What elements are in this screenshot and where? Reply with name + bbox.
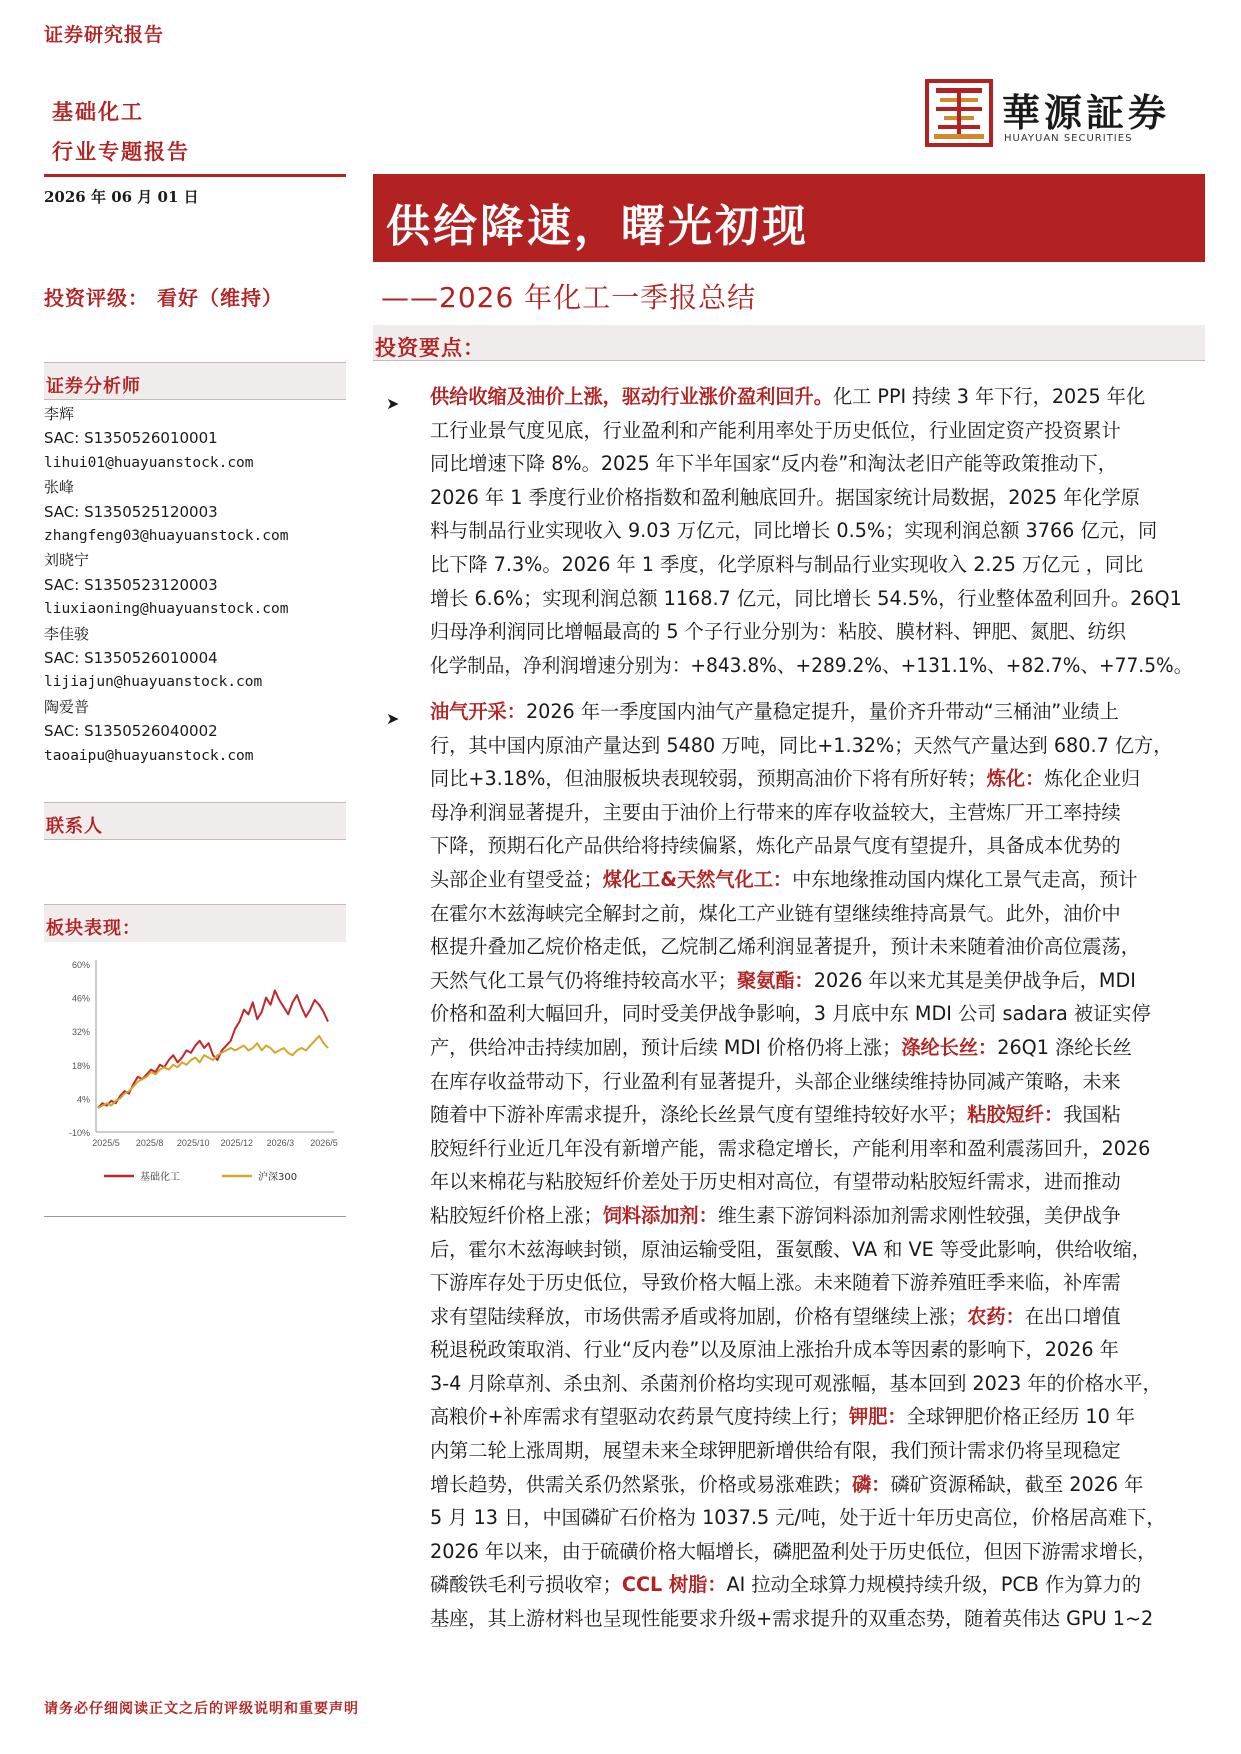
text-line — [430, 582, 1192, 616]
body-text: 增长趋势，供需关系仍然紧张，价格或易涨难跌； — [430, 1472, 853, 1496]
text-line — [430, 481, 1192, 515]
body-text: 2026 年以来，由于硫磺价格大幅增长，磷肥盈利处于历史低位，但因下游需求增长， — [430, 1539, 1157, 1563]
analyst-email[interactable]: zhangfeng03@huayuanstock.com — [44, 528, 289, 545]
sector-performance-chart — [44, 948, 346, 1216]
highlight-keyword: 磷： — [852, 1472, 891, 1496]
body-text: 磷酸铁毛利亏损收窄； — [430, 1573, 622, 1597]
analysts-divider — [44, 399, 346, 400]
analyst-sac: SAC: S1350526010004 — [44, 649, 218, 668]
text-line — [430, 695, 1192, 729]
body-text: 内第二轮上涨周期，展望未来全球钾肥新增供给有限，我们预计需求仍将呈现稳定 — [430, 1439, 1121, 1463]
x-tick-label: 2025/8 — [135, 1138, 164, 1148]
highlight-keyword: 涤纶长丝： — [901, 1035, 998, 1059]
x-tick-label: 2026/3 — [266, 1138, 295, 1148]
body-text: 价格和盈利大幅回升，同时受美伊战争影响，3 月底中东 MDI 公司 sadara 被证实停 — [430, 1002, 1151, 1026]
highlight-keyword: CCL 树脂： — [621, 1573, 727, 1597]
left-header-rule — [44, 174, 346, 177]
x-tick-label: 2026/5 — [310, 1138, 338, 1148]
company-logo-name: 華源証券 — [1002, 90, 1171, 135]
analyst-sac: SAC: S1350523120003 — [44, 575, 218, 594]
key-points-heading: 投资要点： — [373, 325, 1205, 361]
report-subtitle: ——2026 年化工一季报总结 — [381, 281, 757, 314]
body-text: 化工 PPI 持续 3 年下行，2025 年化 — [832, 385, 1146, 408]
body-text: 同比+3.18%，但油服板块表现较弱，预期高油价下将有所好转； — [430, 767, 987, 791]
body-text: 同比增速下降 8%。2025 年下半年国家“反内卷”和淘汰老旧产能等政策推动下， — [430, 452, 1117, 476]
body-text: 我国粘 — [1063, 1103, 1121, 1127]
text-line — [430, 548, 1192, 582]
x-tick-label: 2025/10 — [176, 1138, 210, 1148]
text-line — [430, 649, 1193, 683]
text-line — [430, 615, 1192, 649]
y-tick-label: -10% — [68, 1128, 90, 1138]
body-text: 下游库存处于历史低位，导致价格大幅上涨。未来随着下游养殖旺季来临，补库需 — [430, 1271, 1121, 1295]
text-line — [430, 1400, 1192, 1434]
body-text: 在出口增值 — [1024, 1304, 1121, 1328]
legend-label: 基础化工 — [140, 1172, 180, 1183]
text-line — [430, 1568, 1192, 1602]
text-line — [430, 380, 1192, 414]
body-text: 维生素下游饲料添加剂需求刚性较强，美伊战争 — [717, 1203, 1121, 1227]
bullet-arrow-icon: ➤ — [386, 709, 400, 728]
body-text: 后，霍尔木兹海峡封锁，原油运输受阻，蛋氨酸、VA 和 VE 等受此影响，供给收缩， — [430, 1237, 1151, 1261]
text-line — [430, 729, 1192, 763]
bullet-arrow-icon: ➤ — [386, 394, 400, 413]
series-line-1 — [98, 1036, 328, 1108]
body-text: 随着中下游补库需求提升，涤纶长丝景气度有望维持较好水平； — [430, 1103, 968, 1127]
analyst-name: 张峰 — [44, 478, 75, 497]
body-text: 税退税政策取消、行业“反内卷”以及原油上涨抬升成本等因素的影响下，2026 年 — [430, 1338, 1119, 1362]
key-point-paragraph — [430, 380, 1192, 682]
body-text: 归母净利润同比增幅最高的 5 个子行业分别为：粘胶、膜材料、钾肥、氮肥、纺织 — [430, 620, 1126, 644]
analyst-email[interactable]: lihui01@huayuanstock.com — [44, 454, 254, 471]
body-text: 2026 年以来尤其是美伊战争后，MDI — [813, 968, 1136, 992]
disclaimer-footer: 请务必仔细阅读正文之后的评级说明和重要声明 — [44, 1701, 359, 1717]
text-line — [430, 964, 1192, 998]
body-text: 枢提升叠加乙烷价格走低，乙烷制乙烯利润显著提升，预计未来随着油价高位震荡， — [430, 935, 1140, 959]
body-text: 料与制品行业实现收入 9.03 万亿元，同比增长 0.5%；实现利润总额 3766 亿元，同 — [430, 519, 1158, 543]
analysts-section-heading: 证券分析师 — [44, 362, 346, 400]
body-text: 26Q1 涤纶长丝 — [997, 1035, 1132, 1059]
y-tick-label: 46% — [71, 993, 90, 1004]
y-tick-label: 32% — [71, 1027, 90, 1038]
body-text: 2026 年一季度国内油气产量稳定提升，量价齐升带动“三桶油”业绩上 — [525, 700, 1119, 723]
body-text: 年以来棉花与粘胶短纤价差处于历史相对高位，有望带动粘胶短纤需求，进而推动 — [430, 1170, 1121, 1194]
body-text: 2026 年 1 季度行业价格指数和盈利触底回升。据国家统计局数据，2025 年化学原 — [430, 485, 1140, 509]
analyst-sac: SAC: S1350526040002 — [44, 722, 218, 741]
body-text: 炼化企业归 — [1044, 767, 1141, 791]
body-text: 工行业景气度见底，行业盈利和产能利用率处于历史低位，行业固定资产投资累计 — [430, 418, 1121, 442]
body-text: 产，供给冲击持续加剧，预计后续 MDI 价格仍将上涨； — [430, 1035, 902, 1059]
highlight-keyword: 农药： — [967, 1304, 1025, 1328]
body-text: 在霍尔木兹海峡完全解封之前，煤化工产业链有望继续维持高景气。此外，油价中 — [430, 901, 1121, 925]
highlight-keyword: 钾肥： — [849, 1405, 907, 1429]
chart-canvas — [44, 948, 346, 1216]
body-text: 下降，预期石化产品供给将持续偏紧，炼化产品景气度有望提升，具备成本优势的 — [430, 834, 1121, 858]
text-line — [430, 1434, 1192, 1468]
text-line — [430, 762, 1192, 796]
text-line — [430, 1165, 1192, 1199]
text-line — [430, 1233, 1192, 1267]
y-tick-label: 60% — [71, 960, 90, 970]
body-text: 全球钾肥价格正经历 10 年 — [906, 1405, 1136, 1429]
analyst-name: 陶爱普 — [44, 697, 90, 716]
analyst-email[interactable]: liuxiaoning@huayuanstock.com — [44, 601, 289, 618]
highlight-keyword: 煤化工&天然气化工： — [602, 867, 793, 891]
x-tick-label: 2025/5 — [92, 1138, 120, 1148]
highlight-keyword: 聚氨酯： — [737, 968, 814, 992]
body-text: 基座，其上游材料也呈现性能要求升级+需求提升的双重态势，随着英伟达 GPU 1~2 — [430, 1607, 1154, 1631]
text-line — [430, 447, 1192, 481]
text-line — [430, 1199, 1192, 1233]
text-line — [430, 796, 1192, 830]
body-text: 增长 6.6%；实现利润总额 1168.7 亿元，同比增长 54.5%，行业整体盈利回升。26Q1 — [430, 586, 1182, 610]
text-line — [430, 1300, 1192, 1334]
body-text: 头部企业有望受益； — [430, 867, 603, 891]
body-text: 化学制品，净利润增速分别为：+843.8%、+289.2%、+131.1%、+82.7%、+77.5%。 — [430, 653, 1193, 677]
body-text: 比下降 7.3%。2026 年 1 季度，化学原料与制品行业实现收入 2.25 万亿元 ，同比 — [430, 552, 1144, 576]
report-type-label: 行业专题报告 — [52, 139, 190, 164]
text-line — [430, 514, 1192, 548]
analyst-email[interactable]: taoaipu@huayuanstock.com — [44, 747, 254, 764]
body-text: 胶短纤行业近几年没有新增产能，需求稳定增长，产能利用率和盈利震荡回升，2026 — [430, 1136, 1151, 1160]
text-line — [430, 1098, 1192, 1132]
text-line — [430, 1535, 1192, 1569]
body-text: 求有望陆续释放，市场供需矛盾或将加剧，价格有望继续上涨； — [430, 1304, 968, 1328]
y-tick-label: 18% — [71, 1060, 90, 1071]
text-line — [430, 897, 1192, 931]
text-line — [430, 414, 1192, 448]
chart-bottom-rule — [44, 1216, 346, 1217]
seal-icon — [924, 78, 994, 148]
body-text: 在库存收益带动下，行业盈利有显著提升，头部企业继续维持协同减产策略，未来 — [430, 1069, 1121, 1093]
sector-performance-heading: 板块表现： — [44, 904, 346, 942]
body-text: AI 拉动全球算力规模持续升级，PCB 作为算力的 — [726, 1573, 1142, 1597]
body-text: 天然气化工景气仍将维持较高水平； — [430, 968, 737, 992]
text-line — [430, 1602, 1192, 1636]
analyst-sac: SAC: S1350525120003 — [44, 502, 218, 521]
text-line — [430, 997, 1192, 1031]
text-line — [430, 1501, 1192, 1535]
report-date: 2026 年 06 月 01 日 — [44, 188, 199, 206]
analyst-list — [44, 402, 288, 768]
industry-label: 基础化工 — [52, 99, 144, 124]
investment-rating: 投资评级： 看好（维持） — [44, 286, 283, 310]
company-logo-subtitle: HUAYUAN SECURITIES — [1004, 133, 1133, 144]
report-title: 供给降速，曙光初现 — [386, 201, 809, 252]
analyst-name: 刘晓宁 — [44, 551, 90, 570]
body-text: 粘胶短纤价格上涨； — [430, 1203, 603, 1227]
body-text: 磷矿资源稀缺，截至 2026 年 — [890, 1472, 1144, 1496]
body-text: 行，其中国内原油产量达到 5480 万吨，同比+1.32%；天然气产量达到 680.7 亿方， — [430, 733, 1173, 757]
text-line — [430, 829, 1192, 863]
highlight-keyword: 粘胶短纤： — [967, 1103, 1064, 1127]
text-line — [430, 1333, 1192, 1367]
x-tick-label: 2025/12 — [220, 1138, 254, 1148]
body-text: 高粮价+补库需求有望驱动农药景气度持续上行； — [430, 1405, 850, 1429]
legend-label: 沪深300 — [258, 1172, 298, 1183]
contacts-section-heading: 联系人 — [44, 802, 346, 840]
body-text: 3-4 月除草剂、杀虫剂、杀菌剂价格均实现可观涨幅，基本回到 2023 年的价格水平， — [430, 1371, 1162, 1395]
text-line — [430, 1367, 1192, 1401]
text-line — [430, 930, 1192, 964]
text-line — [430, 1065, 1192, 1099]
analyst-name: 李佳骏 — [44, 624, 90, 643]
text-line — [430, 863, 1192, 897]
contacts-divider — [44, 839, 346, 840]
body-text: 5 月 13 日，中国磷矿石价格为 1037.5 元/吨，处于近十年历史高位，价格居高难下， — [430, 1506, 1166, 1530]
text-line — [430, 1468, 1192, 1502]
analyst-email[interactable]: lijiajun@huayuanstock.com — [44, 674, 263, 691]
text-line — [430, 1031, 1192, 1065]
analyst-name: 李辉 — [44, 405, 75, 423]
key-point-paragraph — [430, 695, 1192, 1636]
highlight-keyword: 油气开采： — [430, 700, 526, 723]
series-line-0 — [98, 990, 328, 1108]
text-line — [430, 1132, 1192, 1166]
document-type-label: 证券研究报告 — [44, 24, 165, 46]
highlight-keyword: 炼化： — [986, 767, 1045, 791]
body-text: 母净利润显著提升，主要由于油价上行带来的库存收益较大，主营炼厂开工率持续 — [430, 800, 1121, 824]
text-line — [430, 1266, 1192, 1300]
y-tick-label: 4% — [76, 1094, 90, 1105]
highlight-keyword: 饲料添加剂： — [602, 1203, 718, 1227]
body-text: 中东地缘推动国内煤化工景气走高，预计 — [792, 867, 1138, 891]
analyst-sac: SAC: S1350526010001 — [44, 429, 218, 448]
highlight-keyword: 供给收缩及油价上涨，驱动行业涨价盈利回升。 — [430, 385, 833, 408]
